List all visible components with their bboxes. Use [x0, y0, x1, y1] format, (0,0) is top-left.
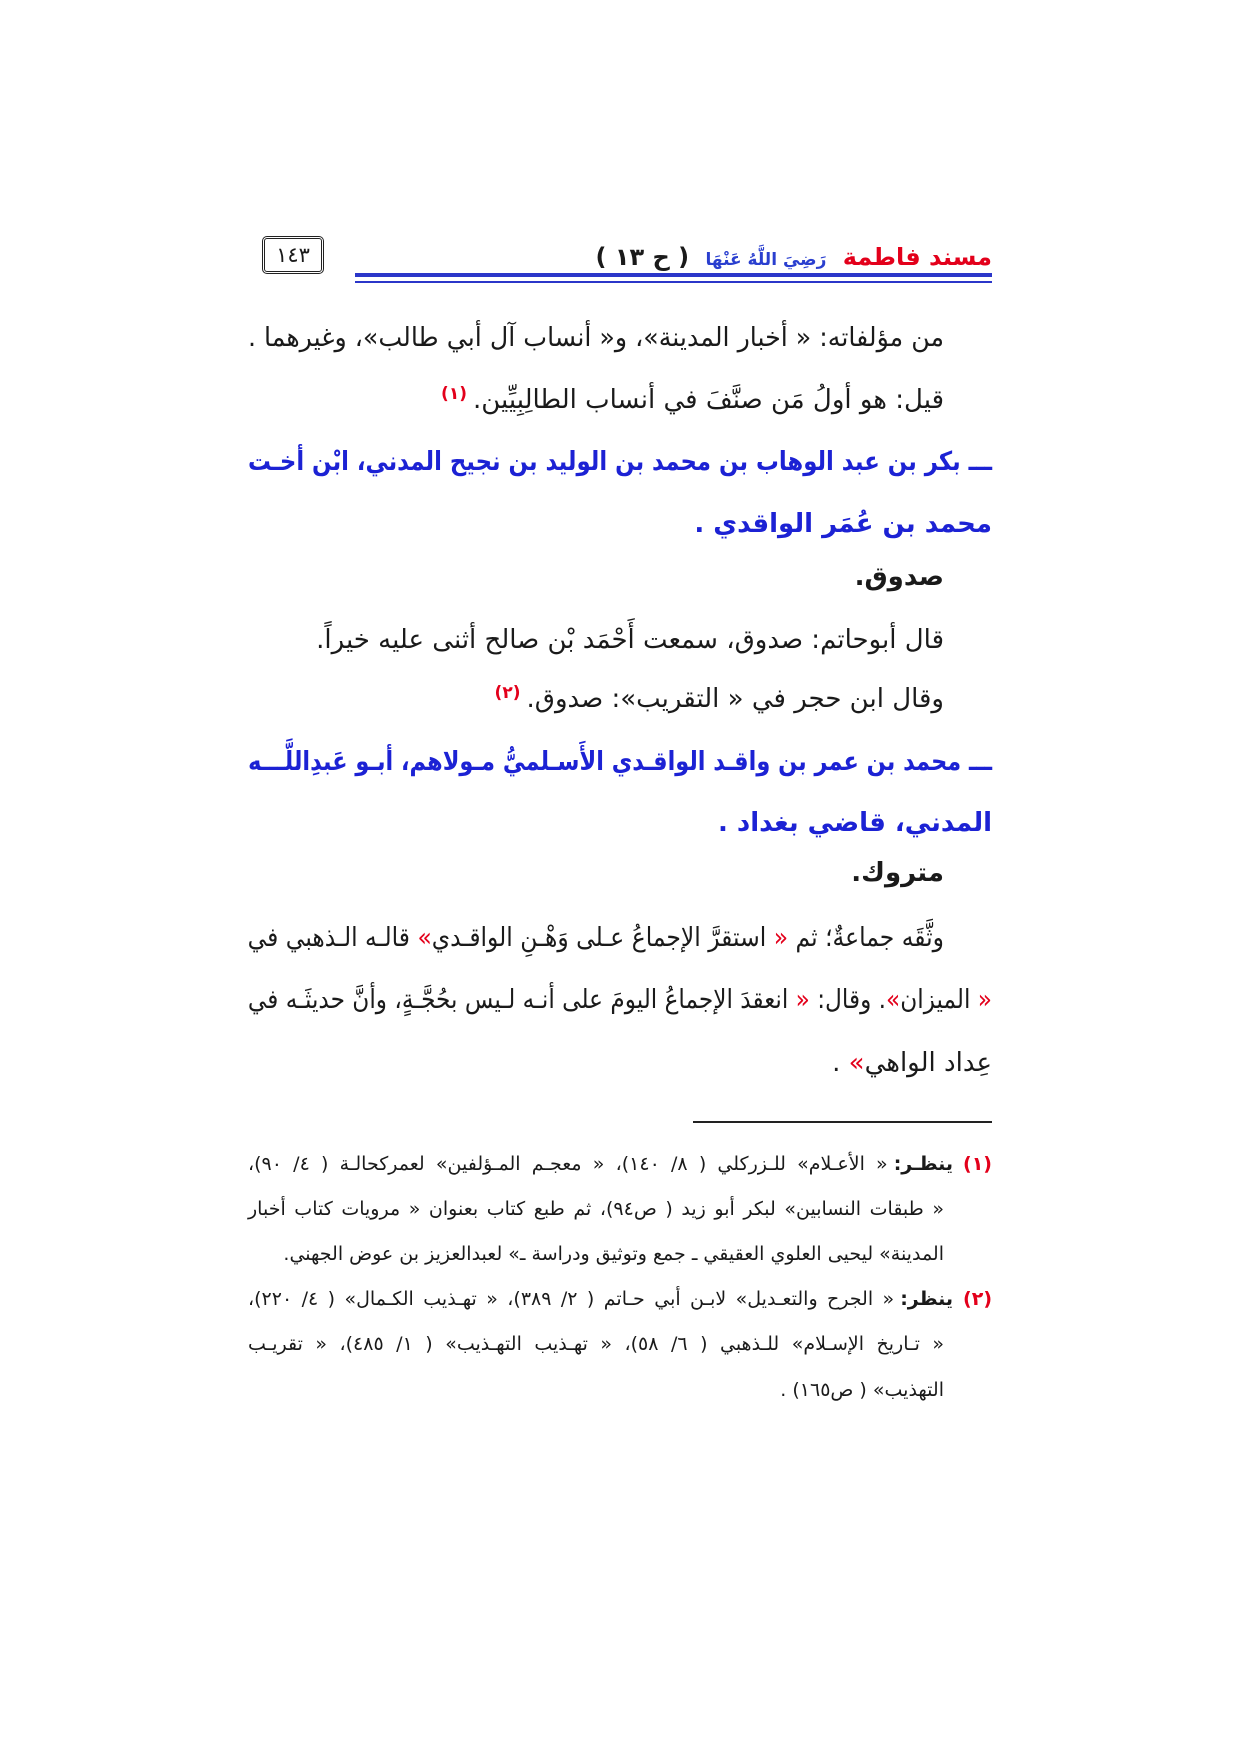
body-text-segment: .	[832, 1048, 849, 1078]
quote-open-mark: «	[773, 923, 789, 953]
footnote-ref-1: (١)	[441, 384, 467, 404]
page-number: ١٤٣	[276, 243, 310, 267]
narrator-2-name-line-1	[248, 740, 992, 784]
narrator-1-grade	[248, 555, 944, 599]
quote-close-mark: »	[848, 1048, 865, 1078]
running-header-title: مسند فاطمة	[842, 243, 992, 271]
narrator-1-name-line-2	[248, 502, 992, 546]
honorific-ligature: رَضِيَ اللَّهُ عَنْهَا	[705, 250, 827, 270]
narrator-1-text-line-1	[248, 618, 944, 662]
quote-close-mark: »	[886, 985, 901, 1015]
footnote-1-line-3	[248, 1236, 944, 1272]
header-rule-thick	[355, 273, 992, 277]
footnote-1-marker: (١)	[963, 1153, 992, 1175]
footnote-1-line-2	[248, 1191, 944, 1227]
quoted-text: استقرَّ الإجماعُ عـلى وَهْـنِ الواقـدي	[431, 923, 774, 953]
footnote-1-label: ينظـر:	[893, 1153, 953, 1175]
footnote-2-text-2: « تـاريخ الإسـلام» للـذهبي ( ٦/ ٥٨)، « تهـذيب التهـذيب» ( ١/ ٤٨٥)، « تقريـب	[248, 1333, 944, 1355]
footnote-1-text-2: « طبقات النسابين» لبكر أبو زيد ( ص٩٤)، ثم طبع كتاب بعنوان « مرويات كتاب أخبار	[248, 1198, 944, 1220]
narrator-2-name-text-1: ـــ محمد بن عمر بن واقـد الواقـدي الأَسـلميُّ مـولاهم، أبـو عَبدِاللَّـــه	[248, 747, 992, 777]
footnote-1-line-1	[248, 1146, 992, 1182]
narrator-2-body-line-3	[248, 1041, 992, 1085]
page-number-box	[262, 236, 324, 274]
footnote-2-line-2	[248, 1326, 944, 1362]
narrator-2-body-line-2	[247, 978, 992, 1022]
narrator-1-text-2: وقال ابن حجر في « التقريب»: صدوق.	[526, 684, 944, 714]
narrator-2-name-line-2	[248, 801, 992, 845]
quote-close-mark: »	[417, 923, 432, 953]
narrator-1-grade-text: صدوق.	[854, 562, 944, 592]
quoted-text: عِداد الواهي	[864, 1048, 992, 1078]
narrator-1-name-text-1: ـــ بكر بن عبد الوهاب بن محمد بن الوليد بن نجيح المدني، ابْن أخـت	[247, 447, 992, 477]
footnote-2-line-1	[248, 1281, 992, 1317]
narrator-1-name-line-1	[247, 440, 992, 484]
intro-line-1-text: من مؤلفاته: « أخبار المدينة»، و« أنساب آل أبي طالب»، وغيرهما .	[247, 323, 945, 353]
intro-line-2	[248, 378, 944, 422]
body-text-segment: قالـه الـذهبي في	[247, 923, 418, 953]
footnote-1-text-3: المدينة» ليحيى العلوي العقيقي ـ جمع وتوثيق ودراسة ـ» لعبدالعزيز بن عوض الجهني.	[283, 1243, 944, 1265]
footnote-2-text-1: « الجرح والتعـديل» لابـن أبي حـاتم ( ٢/ ٣٨٩)، « تهـذيب الكـمال» ( ٤/ ٢٢٠)،	[248, 1288, 895, 1310]
narrator-2-grade	[248, 851, 944, 895]
hadith-reference: ( ح ١٣ )	[595, 243, 690, 271]
narrator-1-text-1: قال أبوحاتم: صدوق، سمعت أَحْمَد بْن صالح أثنى عليه خيراً.	[316, 625, 944, 655]
body-text-segment: . وقال:	[809, 985, 887, 1015]
intro-line-2-text: قيل: هو أولُ مَن صنَّفَ في أنساب الطالِبِيِّين.	[472, 385, 944, 415]
footnote-ref-2: (٢)	[494, 683, 521, 703]
footnote-2-marker: (٢)	[963, 1288, 992, 1310]
body-text-segment: وثَّقَه جماعةٌ؛ ثم	[788, 923, 944, 953]
footnote-2-label: ينظر:	[900, 1288, 954, 1310]
narrator-2-body-line-1	[247, 916, 944, 960]
quoted-text: انعقدَ الإجماعُ اليومَ على أنـه لـيس بحُجَّـةٍ، وأنَّ حديثَـه في	[247, 985, 796, 1015]
footnote-2-text-3: التهذيب» ( ص١٦٥) .	[780, 1379, 944, 1401]
footnote-1-text-1: « الأعـلام» للـزركلي ( ٨/ ١٤٠)، « معجـم المـؤلفين» لعمركحالـة ( ٤/ ٩٠)،	[248, 1153, 888, 1175]
footnote-2-line-3	[248, 1372, 944, 1408]
quoted-text: الميزان	[900, 985, 978, 1015]
quote-open-mark: «	[977, 985, 992, 1015]
narrator-2-name-text-2: المدني، قاضي بغداد .	[717, 808, 992, 838]
header-rule-thin	[355, 281, 992, 283]
intro-line-1	[247, 316, 945, 360]
quote-open-mark: «	[795, 985, 810, 1015]
narrator-1-text-line-2	[248, 677, 944, 721]
narrator-2-grade-text: متروك.	[851, 858, 944, 888]
narrator-1-name-text-2: محمد بن عُمَر الواقدي .	[694, 509, 992, 539]
running-header	[596, 238, 992, 276]
footnote-separator	[693, 1121, 992, 1123]
